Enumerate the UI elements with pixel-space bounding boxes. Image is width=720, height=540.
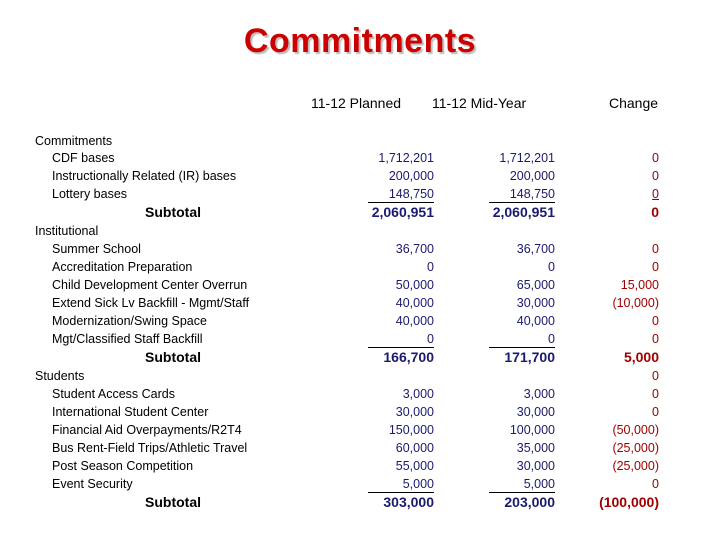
table-row <box>0 185 720 203</box>
subtotal-label: Subtotal <box>145 494 201 510</box>
row-change: 0 <box>652 477 659 491</box>
row-label: Child Development Center Overrun <box>52 278 248 292</box>
row-change: (25,000) <box>612 441 659 455</box>
col-header-planned: 11-12 Planned <box>311 95 402 111</box>
subtotal-change: 0 <box>651 204 659 220</box>
table-row <box>0 403 720 421</box>
row-change: 0 <box>652 387 659 401</box>
subtotal-row <box>0 493 720 511</box>
col-header-change: Change <box>609 95 659 111</box>
row-change: (25,000) <box>612 459 659 473</box>
row-midyear: 30,000 <box>516 296 555 310</box>
subtotal-midyear: 171,700 <box>504 349 555 365</box>
section-header-commitments <box>0 132 720 150</box>
row-planned: 55,000 <box>395 459 434 473</box>
row-label: Bus Rent-Field Trips/Athletic Travel <box>52 441 248 455</box>
row-midyear: 65,000 <box>516 278 555 292</box>
row-planned: 1,712,201 <box>378 151 434 165</box>
row-label: Instructionally Related (IR) bases <box>52 169 237 183</box>
row-planned: 3,000 <box>402 387 434 401</box>
table-row <box>0 258 720 276</box>
section-label: Institutional <box>35 224 99 238</box>
row-planned: 0 <box>427 332 434 346</box>
table-row <box>0 457 720 475</box>
row-midyear: 200,000 <box>509 169 555 183</box>
table-row <box>0 240 720 258</box>
row-label: Modernization/Swing Space <box>52 314 207 328</box>
row-label: Student Access Cards <box>52 387 175 401</box>
row-planned: 0 <box>427 260 434 274</box>
row-label: Lottery bases <box>52 187 128 201</box>
row-planned: 60,000 <box>395 441 434 455</box>
row-label: Event Security <box>52 477 133 491</box>
row-planned: 40,000 <box>395 296 434 310</box>
table-row <box>0 149 720 167</box>
row-label: Post Season Competition <box>52 459 194 473</box>
row-label: CDF bases <box>52 151 115 165</box>
table-row <box>0 167 720 185</box>
row-planned: 40,000 <box>395 314 434 328</box>
row-midyear: 0 <box>548 332 555 346</box>
row-change: 0 <box>652 242 659 256</box>
row-change: (50,000) <box>612 423 659 437</box>
row-change: 0 <box>652 332 659 346</box>
section-label: Commitments <box>35 134 113 148</box>
row-change: 0 <box>652 151 659 165</box>
table-row <box>0 439 720 457</box>
row-midyear: 5,000 <box>523 477 555 491</box>
subtotal-planned: 166,700 <box>383 349 434 365</box>
subtotal-planned: 303,000 <box>383 494 434 510</box>
table-row <box>0 475 720 493</box>
row-label: Financial Aid Overpayments/R2T4 <box>52 423 242 437</box>
row-planned: 5,000 <box>402 477 434 491</box>
row-change: 0 <box>652 314 659 328</box>
subtotal-row <box>0 203 720 221</box>
row-change: 15,000 <box>620 278 659 292</box>
row-change: (10,000) <box>612 296 659 310</box>
row-label: Extend Sick Lv Backfill - Mgmt/Staff <box>52 296 250 310</box>
subtotal-change: (100,000) <box>599 494 659 510</box>
row-label: Mgt/Classified Staff Backfill <box>52 332 203 346</box>
row-label: Accreditation Preparation <box>52 260 193 274</box>
row-change: 0 <box>652 405 659 419</box>
subtotal-label: Subtotal <box>145 349 201 365</box>
col-header-midyear: 11-12 Mid-Year <box>432 95 527 111</box>
subtotal-row <box>0 348 720 366</box>
subtotal-midyear: 2,060,951 <box>492 204 555 220</box>
subtotal-planned: 2,060,951 <box>371 204 434 220</box>
row-midyear: 148,750 <box>509 187 555 201</box>
row-planned: 30,000 <box>395 405 434 419</box>
row-planned: 148,750 <box>388 187 434 201</box>
row-midyear: 0 <box>548 260 555 274</box>
row-planned: 200,000 <box>388 169 434 183</box>
subtotal-label: Subtotal <box>145 204 201 220</box>
table-row <box>0 330 720 348</box>
section-header-institutional <box>0 222 720 240</box>
table-row <box>0 294 720 312</box>
row-change: 0 <box>652 260 659 274</box>
row-change: 0 <box>652 187 659 201</box>
row-midyear: 30,000 <box>516 405 555 419</box>
section-header-students <box>0 367 720 385</box>
table-row <box>0 385 720 403</box>
row-midyear: 30,000 <box>516 459 555 473</box>
row-planned: 50,000 <box>395 278 434 292</box>
row-midyear: 3,000 <box>523 387 555 401</box>
page-title: Commitments <box>243 22 477 60</box>
subtotal-midyear: 203,000 <box>504 494 555 510</box>
row-label: International Student Center <box>52 405 209 419</box>
subtotal-change: 5,000 <box>623 349 659 365</box>
table-row <box>0 421 720 439</box>
section-label: Students <box>35 369 85 383</box>
row-midyear: 1,712,201 <box>499 151 555 165</box>
row-midyear: 35,000 <box>516 441 555 455</box>
table-row <box>0 312 720 330</box>
row-planned: 36,700 <box>395 242 434 256</box>
row-midyear: 36,700 <box>516 242 555 256</box>
section-change: 0 <box>652 369 659 383</box>
row-change: 0 <box>652 169 659 183</box>
row-label: Summer School <box>52 242 141 256</box>
row-midyear: 100,000 <box>509 423 555 437</box>
row-midyear: 40,000 <box>516 314 555 328</box>
table-row <box>0 276 720 294</box>
row-planned: 150,000 <box>388 423 434 437</box>
